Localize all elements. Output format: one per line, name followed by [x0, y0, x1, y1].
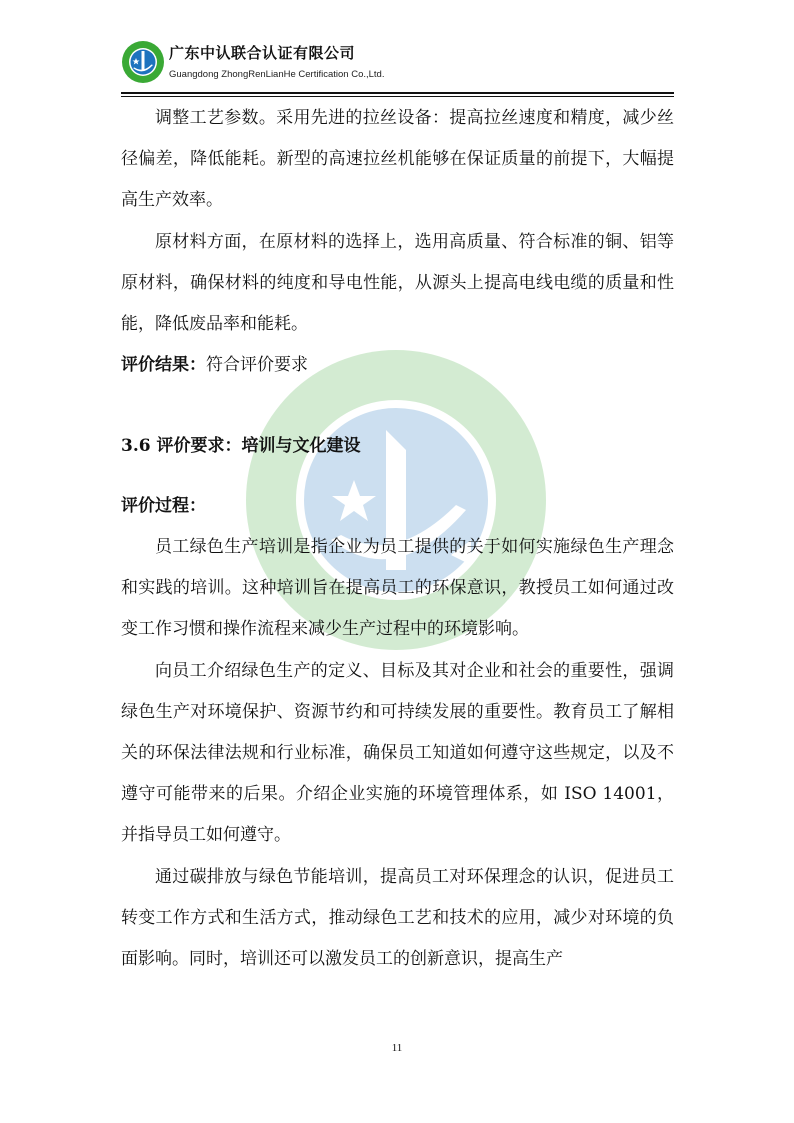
paragraph-carbon-training: 通过碳排放与绿色节能培训，提高员工对环保理念的认识，促进员工转变工作方式和生活方式，推动绿色工艺和技术的应用，减少对环境的负面影响。同时，培训还可以激发员工的创新意识，提高生产 — [121, 867, 674, 969]
company-name-cn: 广东中认联合认证有限公司 — [169, 44, 356, 62]
page-header — [121, 38, 674, 92]
section-heading: 3.6 评价要求：培训与文化建设 — [121, 436, 361, 456]
paragraph-training-definition: 员工绿色生产培训是指企业为员工提供的关于如何实施绿色生产理念和实践的培训。这种培训旨在提高员工的环保意识，教授员工如何通过改变工作习惯和操作流程来减少生产过程中的环境影响。 — [121, 537, 674, 639]
company-logo-icon — [121, 40, 165, 84]
evaluation-result-value: 符合评价要求 — [206, 355, 308, 375]
page-number: 11 — [391, 1042, 403, 1054]
evaluation-result-line — [121, 345, 674, 386]
paragraph-process-parameters: 调整工艺参数。采用先进的拉丝设备：提高拉丝速度和精度，减少丝径偏差，降低能耗。新型的高速拉丝机能够在保证质量的前提下，大幅提高生产效率。 — [121, 108, 674, 210]
evaluation-process-label: 评价过程： — [121, 496, 206, 516]
paragraph-training-content: 向员工介绍绿色生产的定义、目标及其对企业和社会的重要性，强调绿色生产对环境保护、资源节约和可持续发展的重要性。教育员工了解相关的环保法律法规和行业标准，确保员工知道如何遵守这些规定，以及不遵守可能带来的后果。介绍企业实施的环境管理体系，如 ISO 14001，并指导员工如何遵守。 — [121, 661, 674, 845]
paragraph-raw-materials: 原材料方面，在原材料的选择上，选用高质量、符合标准的铜、铝等原材料，确保材料的纯度和导电性能，从源头上提高电线电缆的质量和性能，降低废品率和能耗。 — [121, 232, 674, 334]
company-name-en: Guangdong ZhongRenLianHe Certification Co.,Ltd. — [169, 69, 385, 80]
header-rule-thick — [121, 92, 674, 94]
evaluation-result-label: 评价结果： — [121, 355, 206, 375]
document-body — [121, 98, 674, 980]
header-rule-thin — [121, 96, 674, 97]
